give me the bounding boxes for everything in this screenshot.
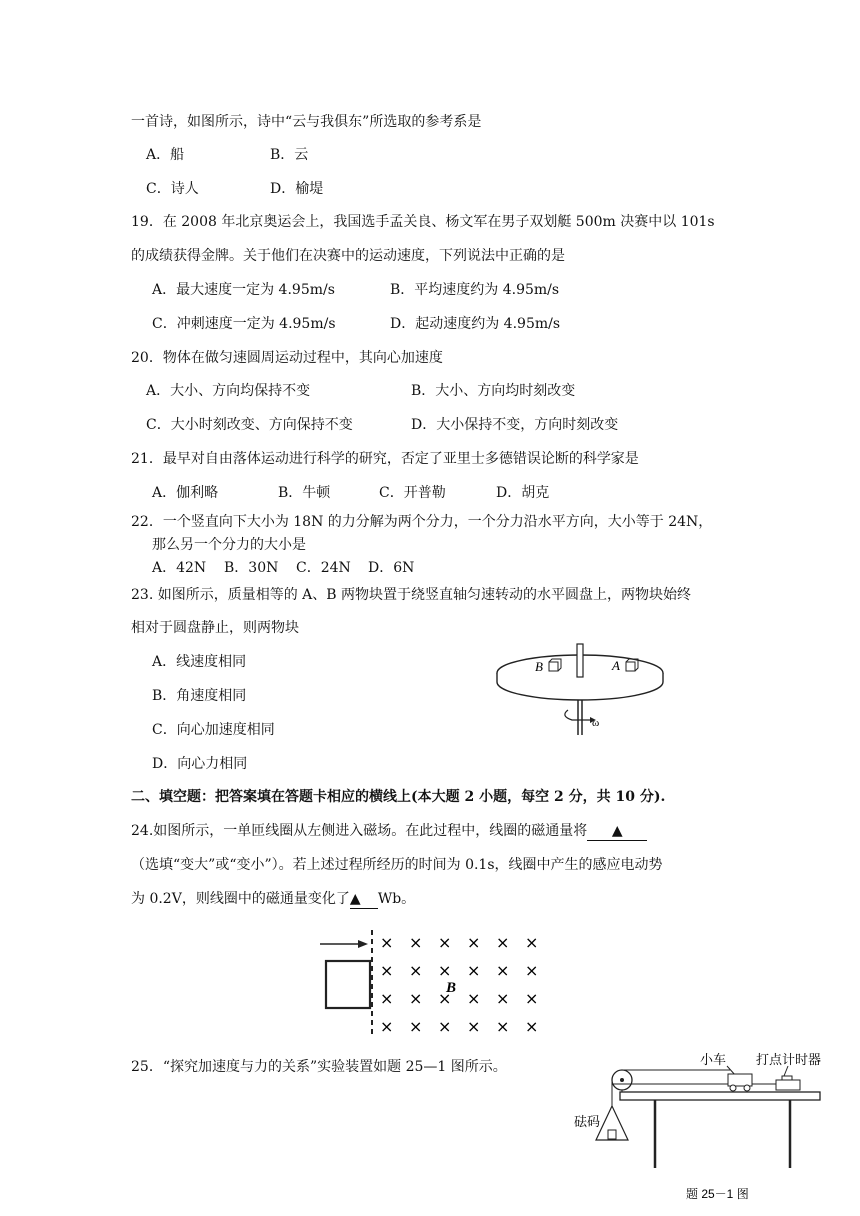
q21-option-b: B．牛顿 (278, 485, 331, 501)
field-cross: × (409, 933, 423, 952)
label-omega: ω (592, 717, 600, 729)
q21-option-a: A．伽利略 (152, 485, 219, 501)
q19-option-d: D．起动速度约为 4.95m/s (390, 316, 561, 332)
label-weight: 砝码 (574, 1114, 601, 1129)
q18-option-b: B．云 (270, 147, 309, 163)
field-cross: × (467, 1017, 481, 1036)
q24-blank-1 (587, 822, 647, 841)
q20-stem: 20．物体在做匀速圆周运动过程中，其向心加速度 (131, 350, 443, 366)
q20-option-c: C．大小时刻改变、方向保持不变 (146, 417, 353, 433)
field-cross: × (438, 933, 452, 952)
field-cross: × (496, 989, 510, 1008)
field-cross: × (380, 989, 394, 1008)
q24-stem-line2: （选填“变大”或“变小”）。若上述过程所经历的时间为 0.1s，线圈中产生的感应电动势 (131, 857, 663, 873)
q23-option-b: B．角速度相同 (152, 688, 247, 704)
q22-option-b: B．30N (224, 560, 279, 576)
q20-option-d: D．大小保持不变，方向时刻改变 (411, 417, 619, 433)
ticker-timer-top (782, 1076, 792, 1080)
q22-stem-line1: 22．一个竖直向下大小为 18N 的力分解为两个分力，一个分力沿水平方向，大小等于 24N， (131, 514, 713, 530)
field-cross: × (380, 933, 394, 952)
q21-stem: 21．最早对自由落体运动进行科学的研究，否定了亚里士多德错误论断的科学家是 (131, 451, 639, 467)
label-a: A (612, 658, 620, 673)
q19-option-b: B．平均速度约为 4.95m/s (390, 282, 560, 298)
field-cross: × (467, 989, 481, 1008)
q20-option-a: A．大小、方向均保持不变 (146, 383, 311, 399)
q19-stem-line2: 的成绩获得金牌。关于他们在决赛中的运动速度，下列说法中正确的是 (131, 248, 565, 264)
field-cross: × (438, 1017, 452, 1036)
field-cross: × (525, 933, 539, 952)
motion-arrowhead (358, 940, 368, 948)
field-cross: × (496, 1017, 510, 1036)
ticker-timer (776, 1080, 800, 1090)
q24-stem-line3 (131, 890, 415, 909)
q19-option-a: A．最大速度一定为 4.95m/s (152, 282, 335, 298)
q19-option-c: C．冲刺速度一定为 4.95m/s (152, 316, 336, 332)
timer-pointer (784, 1066, 788, 1076)
field-cross: × (438, 989, 452, 1008)
label-field-b: B (446, 980, 457, 996)
cart (728, 1074, 752, 1086)
q24-line1-text: 24.如图所示，一单匝线圈从左侧进入磁场。在此过程中，线圈的磁通量将 (131, 823, 588, 839)
field-cross: × (409, 989, 423, 1008)
field-cross: × (380, 1017, 394, 1036)
field-cross: × (525, 961, 539, 980)
cart-wheel-1 (730, 1085, 736, 1091)
q22-stem-line2: 那么另一个分力的大小是 (152, 537, 306, 553)
field-cross: × (409, 961, 423, 980)
apparatus-figure (570, 1046, 850, 1216)
field-cross: × (467, 961, 481, 980)
q18-option-a: A．船 (146, 147, 185, 163)
q24-line3-text: 为 0.2V，则线圈中的磁通量变化了 (131, 891, 350, 907)
q23-stem-line2: 相对于圆盘静止，则两物块 (131, 620, 299, 636)
coil-square (326, 961, 370, 1008)
field-cross: × (525, 1017, 539, 1036)
rotating-disc-figure (490, 640, 670, 740)
field-cross: × (467, 933, 481, 952)
q24-stem-line1 (131, 822, 647, 841)
cart-wheel-2 (744, 1085, 750, 1091)
q22-option-a: A．42N (152, 560, 207, 576)
q18-option-d: D．榆堤 (270, 181, 324, 197)
q23-stem-line1: 23. 如图所示，质量相等的 A、B 两物块置于绕竖直轴匀速转动的水平圆盘上，两物块始终 (131, 587, 692, 603)
field-cross: × (380, 961, 394, 980)
q20-option-b: B．大小、方向均时刻改变 (411, 383, 576, 399)
q18-option-c: C．诗人 (146, 181, 199, 197)
pulley-axle (620, 1078, 624, 1082)
magnetic-field-figure (318, 928, 548, 1038)
field-cross: × (525, 989, 539, 1008)
q22-option-d: D．6N (368, 560, 415, 576)
block-b (549, 662, 558, 671)
q18-stem: 一首诗，如图所示，诗中“云与我俱东”所选取的参考系是 (131, 114, 482, 130)
q24-blank-2-mark: ▲ (349, 891, 361, 907)
field-cross: × (496, 961, 510, 980)
q24-blank-1-mark: ▲ (611, 823, 623, 839)
q21-option-d: D．胡克 (496, 485, 550, 501)
q22-option-c: C．24N (296, 560, 351, 576)
q23-option-c: C．向心加速度相同 (152, 722, 275, 738)
q25-stem: 25．“探究加速度与力的关系”实验装置如题 25—1 图所示。 (131, 1059, 507, 1075)
label-b: B (535, 659, 543, 674)
weight-block (608, 1130, 616, 1139)
field-cross: × (438, 961, 452, 980)
q21-option-c: C．开普勒 (379, 485, 446, 501)
figure-caption: 题 25－1 图 (686, 1187, 749, 1201)
field-cross-grid (380, 933, 538, 1036)
label-timer: 打点计时器 (756, 1052, 822, 1067)
field-cross: × (409, 1017, 423, 1036)
q23-option-d: D．向心力相同 (152, 756, 248, 772)
q24-blank-2 (350, 890, 378, 909)
section2-title: 二、填空题：把答案填在答题卡相应的横线上(本大题 2 小题，每空 2 分，共 10 分). (131, 789, 666, 805)
table-top (620, 1092, 820, 1100)
label-cart: 小车 (700, 1052, 727, 1067)
axle-upper (577, 644, 583, 677)
q19-stem-line1: 19．在 2008 年北京奥运会上，我国选手孟关良、杨文军在男子双划艇 500m 决赛中以 101s (131, 214, 715, 230)
q24-line3-unit: Wb。 (377, 891, 416, 907)
field-cross: × (496, 933, 510, 952)
block-a (626, 662, 635, 671)
q23-option-a: A．线速度相同 (152, 654, 247, 670)
